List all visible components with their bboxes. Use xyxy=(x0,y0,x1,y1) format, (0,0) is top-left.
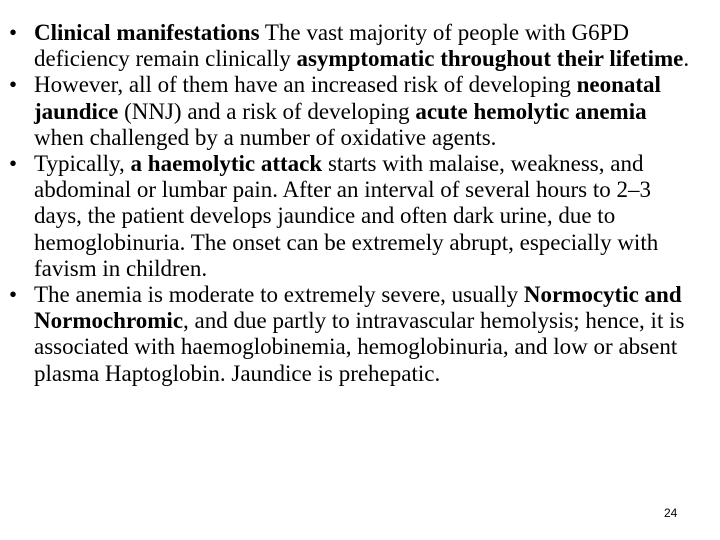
bullet-increased-risk xyxy=(9,72,698,151)
body-text: The anemia is moderate to extremely severe, usually xyxy=(34,282,524,308)
body-text: The vast majority of people with G6PD deficiency remain clinically xyxy=(34,20,629,72)
bullet-clinical-manifestations xyxy=(9,20,698,72)
bullet-marker: • xyxy=(9,20,18,45)
bold-text: acute hemolytic anemia xyxy=(415,98,647,124)
body-text: (NNJ) and a risk of developing xyxy=(118,98,416,124)
body-text: However, all of them have an increased risk of developing xyxy=(34,72,577,98)
bullet-marker: • xyxy=(9,282,18,308)
body-text: , and due partly to intravascular hemolysis; hence, it is associated with haemoglobinemia, hemoglobinuria, and low or absent plasma Haptoglobin. Jaundice is prehepatic. xyxy=(34,308,685,386)
bullet-list xyxy=(9,20,698,387)
bullet-anemia xyxy=(9,282,698,387)
bullet-marker: • xyxy=(9,151,18,177)
page-number: 24 xyxy=(664,506,678,520)
bullet-marker: • xyxy=(9,72,18,98)
bold-text: Clinical manifestations xyxy=(34,20,260,45)
body-text: Typically, xyxy=(34,151,131,177)
body-text: when challenged by a number of oxidative agents. xyxy=(34,124,497,150)
body-text: starts with malaise, weakness, and abdominal or lumbar pain. After an interval of several hours to 2–3 days, the patient develops jaundice and often dark urine, due to hemoglobinuria. The onset can be extremely abrupt, especially with favism in children. xyxy=(34,151,659,281)
bold-text: a haemolytic attack xyxy=(130,151,323,177)
bullet-haemolytic-attack xyxy=(9,151,698,282)
bold-text: asymptomatic throughout their lifetime xyxy=(296,46,684,72)
bold-text: neonatal jaundice xyxy=(34,72,661,124)
body-text: . xyxy=(683,46,690,72)
bold-text: Normocytic and Normochromic xyxy=(34,282,682,334)
